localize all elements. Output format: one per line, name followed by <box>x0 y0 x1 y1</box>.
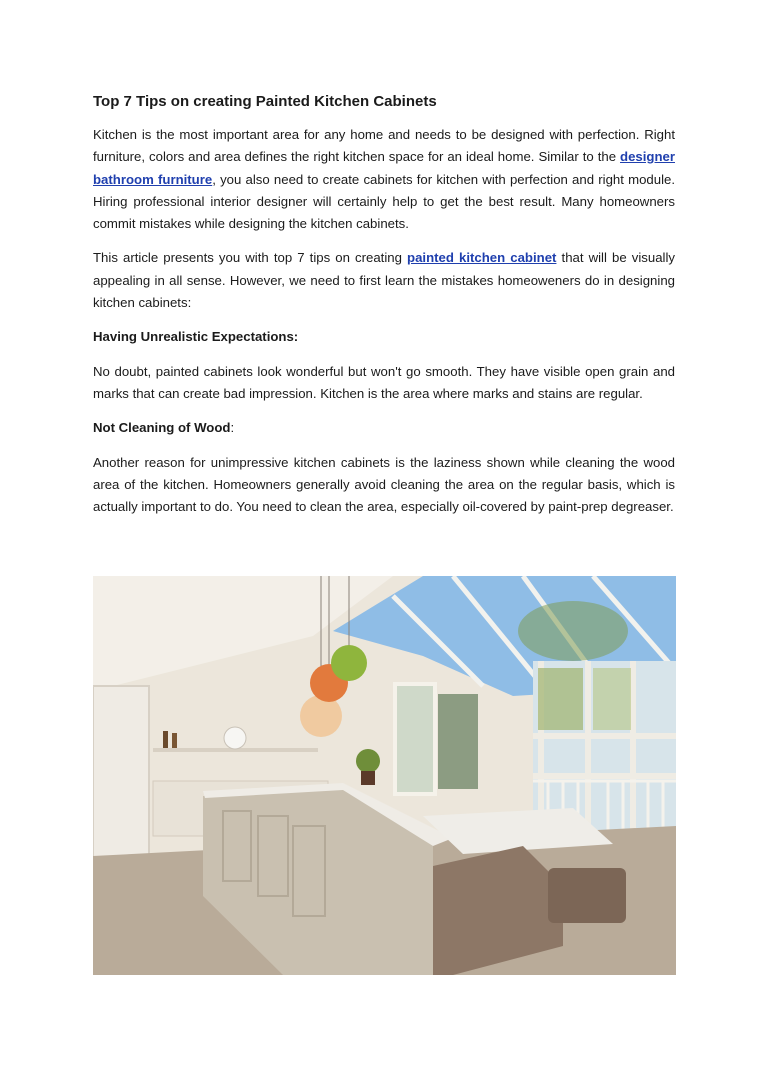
trees <box>518 601 628 661</box>
section-body-not-cleaning-wood: Another reason for unimpressive kitchen cabinets is the laziness shown while cleaning the wood area of the kitchen. Homeowners generally avoid cleaning the area on the regular basis, which is actually important to do. You need to clean the area, especially oil-covered by paint-prep degreaser. <box>93 454 675 515</box>
bottle <box>163 731 168 748</box>
intro-text-end: , you also need to create cabinets for kitchen with perfection and right module. Hiring professional interior designer will certainly help to get the best result. Many homeowners commit mistakes while designing the kitchen cabinets. <box>93 171 676 232</box>
article-text-start: This article presents you with top 7 tips on creating <box>93 250 408 266</box>
section-heading-not-cleaning-wood <box>93 417 675 439</box>
section-body-unrealistic-expectations: No doubt, painted cabinets look wonderful but won't go smooth. They have visible open grain and marks that can create bad impression. Kitchen is the area where marks and stains are regular. <box>93 363 675 401</box>
intro-paragraph <box>93 124 675 235</box>
page-title: Top 7 Tips on creating Painted Kitchen Cabinets <box>93 93 437 110</box>
section-heading-text: Having Unrealistic Expectations: <box>93 329 299 345</box>
section-heading-unrealistic-expectations <box>93 326 675 348</box>
garden-view <box>538 668 583 730</box>
section-heading-text: Not Cleaning of Wood <box>93 420 231 436</box>
green-dresser <box>438 694 478 789</box>
pendant-light <box>300 695 342 737</box>
ottoman <box>548 868 626 923</box>
plate <box>224 727 246 749</box>
vase <box>361 771 375 785</box>
plant <box>356 749 380 773</box>
kitchen-illustration <box>93 576 676 975</box>
kitchen-photo <box>93 576 676 975</box>
article-text-end: that will be visually appealing in all sense. However, we need to first learn the mistakes homeoweners do in designing kitchen cabinets: <box>93 250 676 311</box>
garden-view <box>593 668 631 730</box>
painted-kitchen-cabinet-link[interactable]: painted kitchen cabinet <box>407 250 557 266</box>
back-window <box>395 684 435 794</box>
intro-text-start: Kitchen is the most important area for any home and needs to be designed with perfection. Right furniture, colors and area defines the right kitchen space for an ideal home. Similar to the <box>93 127 675 165</box>
document-body <box>93 92 675 530</box>
designer-bathroom-furniture-link[interactable]: designer bathroom furniture <box>93 149 675 187</box>
pendant-light <box>331 645 367 681</box>
bottle <box>172 733 177 748</box>
section-heading-suffix: : <box>230 420 235 436</box>
article-paragraph <box>93 247 675 314</box>
